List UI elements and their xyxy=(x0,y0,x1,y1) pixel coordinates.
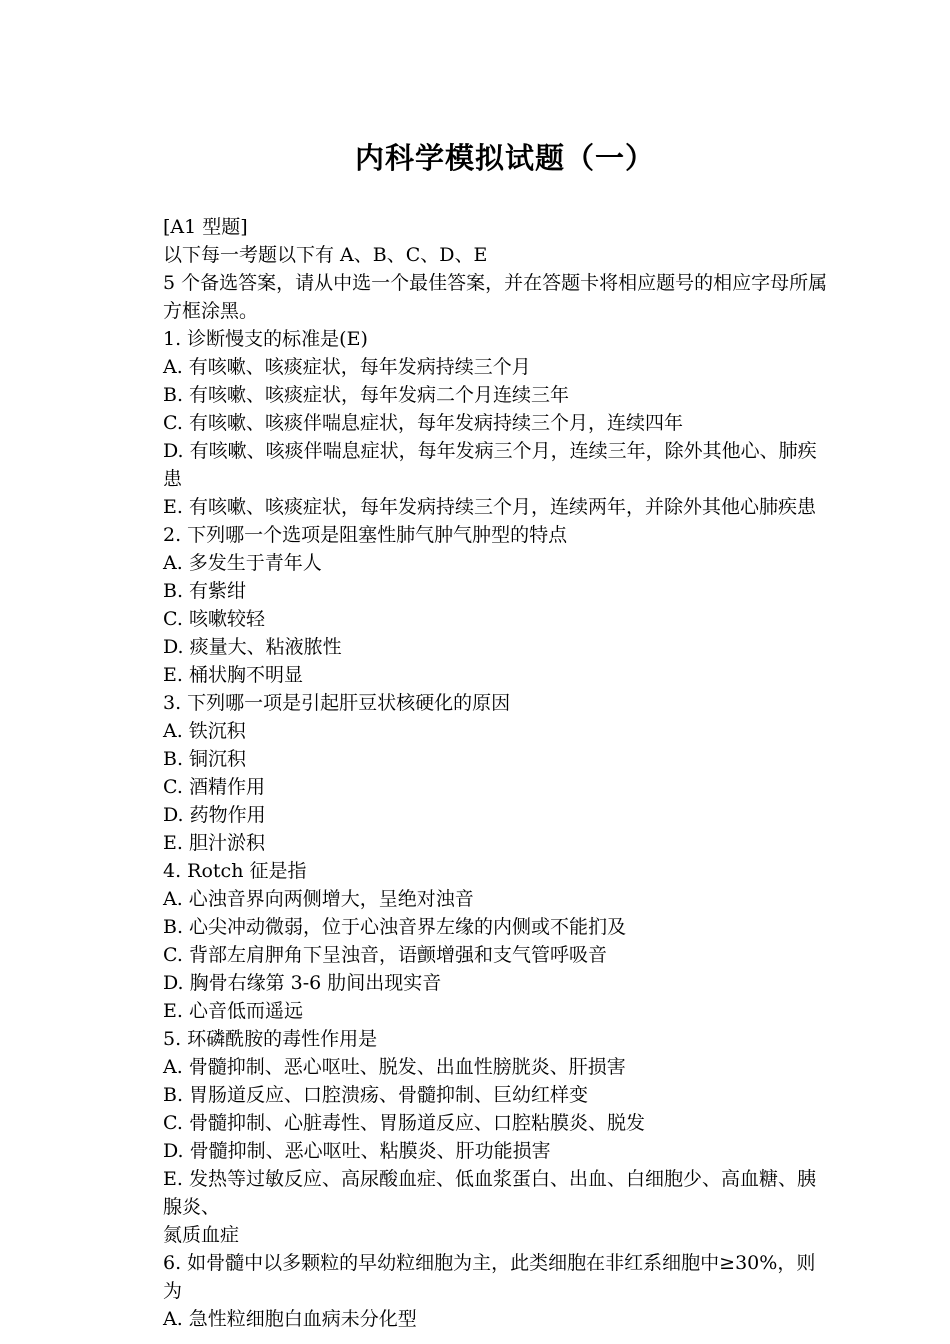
instruction-line: 方框涂黑。 xyxy=(163,300,259,322)
instruction-line: 以下每一考题以下有 A、B、C、D、E xyxy=(163,244,488,266)
option-line: A. 急性粒细胞白血病未分化型 xyxy=(163,1308,417,1330)
option-line: C. 背部左肩胛角下呈浊音，语颤增强和支气管呼吸音 xyxy=(163,944,607,966)
option-line: B. 铜沉积 xyxy=(163,748,247,770)
question-6: 6. 如骨髓中以多颗粒的早幼粒细胞为主，此类细胞在非红系细胞中≥30%，则 xyxy=(163,1252,816,1274)
option-line: C. 咳嗽较轻 xyxy=(163,608,265,630)
option-line: E. 胆汁淤积 xyxy=(163,832,265,854)
option-line-continued: 腺炎、 xyxy=(163,1196,221,1218)
option-line: D. 有咳嗽、咳痰伴喘息症状，每年发病三个月，连续三年，除外其他心、肺疾 xyxy=(163,440,817,462)
document-title: 内科学模拟试题（一） xyxy=(354,141,655,175)
option-line: A. 铁沉积 xyxy=(163,720,246,742)
option-line: B. 胃肠道反应、口腔溃疡、骨髓抑制、巨幼红样变 xyxy=(163,1084,589,1106)
option-line: E. 发热等过敏反应、高尿酸血症、低血浆蛋白、出血、白细胞少、高血糖、胰 xyxy=(163,1168,816,1190)
question-2: 2. 下列哪一个选项是阻塞性肺气肿气肿型的特点 xyxy=(163,524,568,546)
option-line: C. 有咳嗽、咳痰伴喘息症状，每年发病持续三个月，连续四年 xyxy=(163,412,683,434)
option-line: A. 心浊音界向两侧增大，呈绝对浊音 xyxy=(163,888,474,910)
option-line: D. 骨髓抑制、恶心呕吐、粘膜炎、肝功能损害 xyxy=(163,1140,551,1162)
document-body xyxy=(163,213,913,1333)
option-line: A. 骨髓抑制、恶心呕吐、脱发、出血性膀胱炎、肝损害 xyxy=(163,1056,626,1078)
option-line: B. 有紫绀 xyxy=(163,580,247,602)
option-line: D. 痰量大、粘液脓性 xyxy=(163,636,342,658)
option-line: E. 桶状胸不明显 xyxy=(163,664,303,686)
option-line: A. 有咳嗽、咳痰症状，每年发病持续三个月 xyxy=(163,356,531,378)
section-heading: [A1 型题] xyxy=(163,216,248,238)
question-1: 1. 诊断慢支的标准是(E) xyxy=(163,328,368,350)
question-3: 3. 下列哪一项是引起肝豆状核硬化的原因 xyxy=(163,692,511,714)
option-line: D. 药物作用 xyxy=(163,804,266,826)
option-line: C. 酒精作用 xyxy=(163,776,265,798)
option-line: A. 多发生于青年人 xyxy=(163,552,322,574)
option-line: B. 心尖冲动微弱，位于心浊音界左缘的内侧或不能扪及 xyxy=(163,916,627,938)
question-4: 4. Rotch 征是指 xyxy=(163,860,307,882)
option-line: C. 骨髓抑制、心脏毒性、胃肠道反应、口腔粘膜炎、脱发 xyxy=(163,1112,645,1134)
option-line-continued: 患 xyxy=(163,468,183,490)
question-5: 5. 环磷酰胺的毒性作用是 xyxy=(163,1028,378,1050)
option-line: B. 有咳嗽、咳痰症状，每年发病二个月连续三年 xyxy=(163,384,570,406)
instruction-line: 5 个备选答案，请从中选一个最佳答案，并在答题卡将相应题号的相应字母所属 xyxy=(163,272,828,294)
question-line-continued: 为 xyxy=(163,1280,183,1302)
option-line: E. 心音低而遥远 xyxy=(163,1000,303,1022)
option-line-continued: 氮质血症 xyxy=(163,1224,240,1246)
option-line: E. 有咳嗽、咳痰症状，每年发病持续三个月，连续两年，并除外其他心肺疾患 xyxy=(163,496,816,518)
option-line: D. 胸骨右缘第 3-6 肋间出现实音 xyxy=(163,972,442,994)
